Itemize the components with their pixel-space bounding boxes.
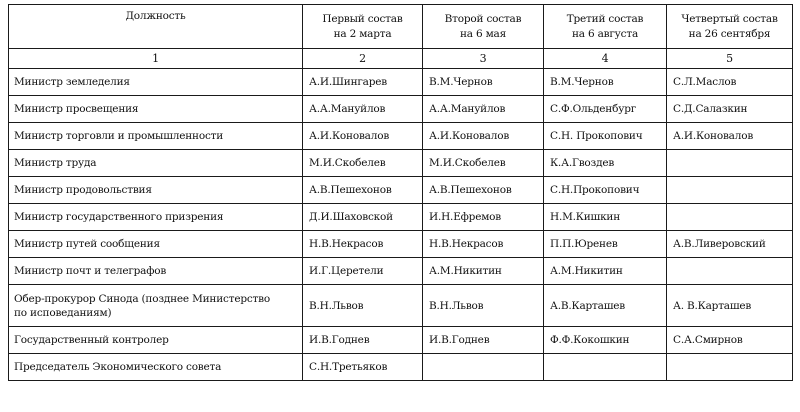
post-cell: Министр просвещения: [9, 96, 303, 123]
post-cell: Министр труда: [9, 150, 303, 177]
table-row: [9, 285, 793, 327]
minister-cell: А.М.Никитин: [423, 258, 544, 285]
header-composition-4-title: Четвертый состав: [681, 12, 778, 25]
post-cell: Министр торговли и промышленности: [9, 123, 303, 150]
minister-cell: В.М.Чернов: [423, 69, 544, 96]
minister-cell: А.А.Мануйлов: [423, 96, 544, 123]
column-number-row: [9, 49, 793, 69]
minister-cell: А.В.Пешехонов: [303, 177, 423, 204]
table-row: [9, 177, 793, 204]
minister-cell: А. В.Карташев: [667, 285, 793, 327]
header-composition-3-title: Третий состав: [566, 12, 644, 25]
column-number: 5: [667, 49, 793, 69]
table-row: [9, 69, 793, 96]
minister-cell: П.П.Юренев: [544, 231, 667, 258]
post-cell-line-2: по исповеданиям): [14, 306, 112, 319]
header-composition-4: [667, 5, 793, 49]
column-number: 3: [423, 49, 544, 69]
post-cell: Председатель Экономического совета: [9, 354, 303, 381]
minister-cell: [423, 354, 544, 381]
post-cell: Министр почт и телеграфов: [9, 258, 303, 285]
post-cell: Государственный контролер: [9, 327, 303, 354]
minister-cell: И.Г.Церетели: [303, 258, 423, 285]
minister-cell: А.И.Коновалов: [423, 123, 544, 150]
minister-cell: С.Н. Прокопович: [544, 123, 667, 150]
post-cell: Министр продовольствия: [9, 177, 303, 204]
table-row: [9, 204, 793, 231]
minister-cell: М.И.Скобелев: [423, 150, 544, 177]
cabinet-composition-table: [8, 4, 793, 381]
minister-cell: Ф.Ф.Кокошкин: [544, 327, 667, 354]
table-row: [9, 123, 793, 150]
header-composition-4-date: на 26 сентября: [688, 27, 771, 40]
minister-cell: С.Н.Прокопович: [544, 177, 667, 204]
minister-cell: А.В.Пешехонов: [423, 177, 544, 204]
header-composition-2-date: на 6 мая: [459, 27, 507, 40]
table-row: [9, 327, 793, 354]
header-composition-1-date: на 2 марта: [333, 27, 392, 40]
minister-cell: В.Н.Львов: [423, 285, 544, 327]
table-row: [9, 231, 793, 258]
post-cell: Министр государственного призрения: [9, 204, 303, 231]
table-row: [9, 150, 793, 177]
column-number: 2: [303, 49, 423, 69]
minister-cell: А.В.Ливеровский: [667, 231, 793, 258]
table-row: [9, 258, 793, 285]
header-row: [9, 5, 793, 49]
minister-cell: Н.М.Кишкин: [544, 204, 667, 231]
minister-cell: [544, 354, 667, 381]
minister-cell: А.И.Коновалов: [667, 123, 793, 150]
minister-cell: И.В.Годнев: [423, 327, 544, 354]
minister-cell: [667, 258, 793, 285]
minister-cell: С.Л.Маслов: [667, 69, 793, 96]
minister-cell: [667, 204, 793, 231]
header-composition-3-date: на 6 августа: [571, 27, 638, 40]
minister-cell: С.Ф.Ольденбург: [544, 96, 667, 123]
table-header: [9, 5, 793, 69]
minister-cell: М.И.Скобелев: [303, 150, 423, 177]
minister-cell: С.Д.Салазкин: [667, 96, 793, 123]
minister-cell: А.И.Шингарев: [303, 69, 423, 96]
post-cell: Министр путей сообщения: [9, 231, 303, 258]
minister-cell: В.Н.Львов: [303, 285, 423, 327]
post-cell-line-1: Обер-прокурор Синода (позднее Министерство: [14, 292, 270, 305]
minister-cell: К.А.Гвоздев: [544, 150, 667, 177]
minister-cell: В.М.Чернов: [544, 69, 667, 96]
header-position: Должность: [9, 5, 303, 49]
header-composition-2-title: Второй состав: [444, 12, 522, 25]
table-row: [9, 354, 793, 381]
table-row: [9, 96, 793, 123]
minister-cell: А.И.Коновалов: [303, 123, 423, 150]
minister-cell: С.А.Смирнов: [667, 327, 793, 354]
minister-cell: Н.В.Некрасов: [303, 231, 423, 258]
minister-cell: [667, 150, 793, 177]
document-page: [8, 4, 792, 381]
header-composition-1: [303, 5, 423, 49]
minister-cell: И.В.Годнев: [303, 327, 423, 354]
minister-cell: Д.И.Шаховской: [303, 204, 423, 231]
minister-cell: С.Н.Третьяков: [303, 354, 423, 381]
minister-cell: А.А.Мануйлов: [303, 96, 423, 123]
post-cell: Министр земледелия: [9, 69, 303, 96]
header-composition-2: [423, 5, 544, 49]
post-cell: [9, 285, 303, 327]
column-number: 1: [9, 49, 303, 69]
minister-cell: [667, 177, 793, 204]
minister-cell: [667, 354, 793, 381]
minister-cell: Н.В.Некрасов: [423, 231, 544, 258]
table-body: [9, 69, 793, 381]
minister-cell: А.В.Карташев: [544, 285, 667, 327]
column-number: 4: [544, 49, 667, 69]
minister-cell: А.М.Никитин: [544, 258, 667, 285]
header-composition-1-title: Первый состав: [322, 12, 403, 25]
header-composition-3: [544, 5, 667, 49]
minister-cell: И.Н.Ефремов: [423, 204, 544, 231]
